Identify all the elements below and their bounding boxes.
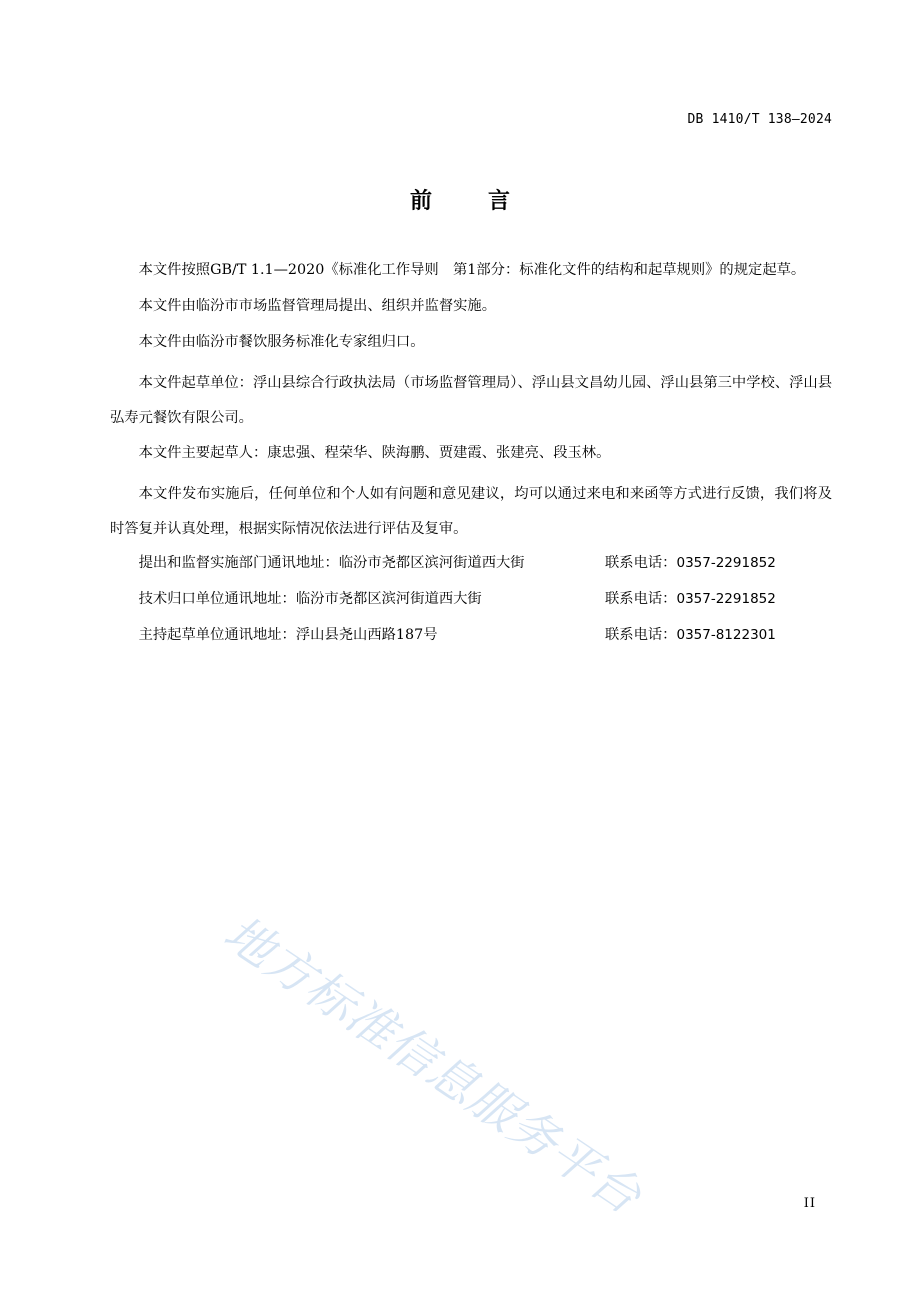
paragraph-drafting-units: 本文件起草单位：浮山县综合行政执法局（市场监督管理局）、浮山县文昌幼儿园、浮山县第三中学校、浮山县弘寿元餐饮有限公司。 <box>110 375 832 426</box>
contact-phone-group <box>605 587 776 611</box>
document-code: DB 1410/T 138—2024 <box>687 112 832 127</box>
contact-row-technical <box>110 587 832 623</box>
contact-phone-label: 联系电话： <box>605 555 677 571</box>
contact-address: 主持起草单位通讯地址：浮山县尧山西路187号 <box>138 627 438 643</box>
paragraph-drafters: 本文件主要起草人：康忠强、程荣华、陕海鹏、贾建霞、张建亮、段玉林。 <box>138 445 611 461</box>
contact-row-drafting <box>110 623 832 659</box>
contact-row-supervision <box>110 551 832 587</box>
contact-phone-group <box>605 623 776 647</box>
paragraph-drafting-rules: 本文件按照GB/T 1.1—2020《标准化工作导则 第1部分：标准化文件的结构和起草规则》的规定起草。 <box>138 262 806 278</box>
page-number: II <box>803 1196 816 1211</box>
watermark: 地方标准信息服务平台 <box>213 905 652 1226</box>
paragraph-centralized-unit: 本文件由临汾市餐饮服务标准化专家组归口。 <box>138 334 425 350</box>
paragraph-feedback: 本文件发布实施后，任何单位和个人如有问题和意见建议，均可以通过来电和来函等方式进行反馈，我们将及时答复并认真处理，根据实际情况依法进行评估及复审。 <box>110 486 832 537</box>
contact-phone-number: 0357-2291852 <box>676 591 776 607</box>
contact-phone-group <box>605 551 776 575</box>
contact-phone-number: 0357-2291852 <box>676 555 776 571</box>
contact-phone-label: 联系电话： <box>605 591 677 607</box>
contact-address: 技术归口单位通讯地址：临汾市尧都区滨河街道西大街 <box>138 591 482 607</box>
paragraph-proposer: 本文件由临汾市市场监督管理局提出、组织并监督实施。 <box>138 298 497 314</box>
contact-phone-number: 0357-8122301 <box>676 627 776 643</box>
contact-phone-label: 联系电话： <box>605 627 677 643</box>
contact-address: 提出和监督实施部门通讯地址：临汾市尧都区滨河街道西大街 <box>138 555 525 571</box>
foreword-body <box>110 258 832 659</box>
page-title: 前言 <box>409 189 566 214</box>
